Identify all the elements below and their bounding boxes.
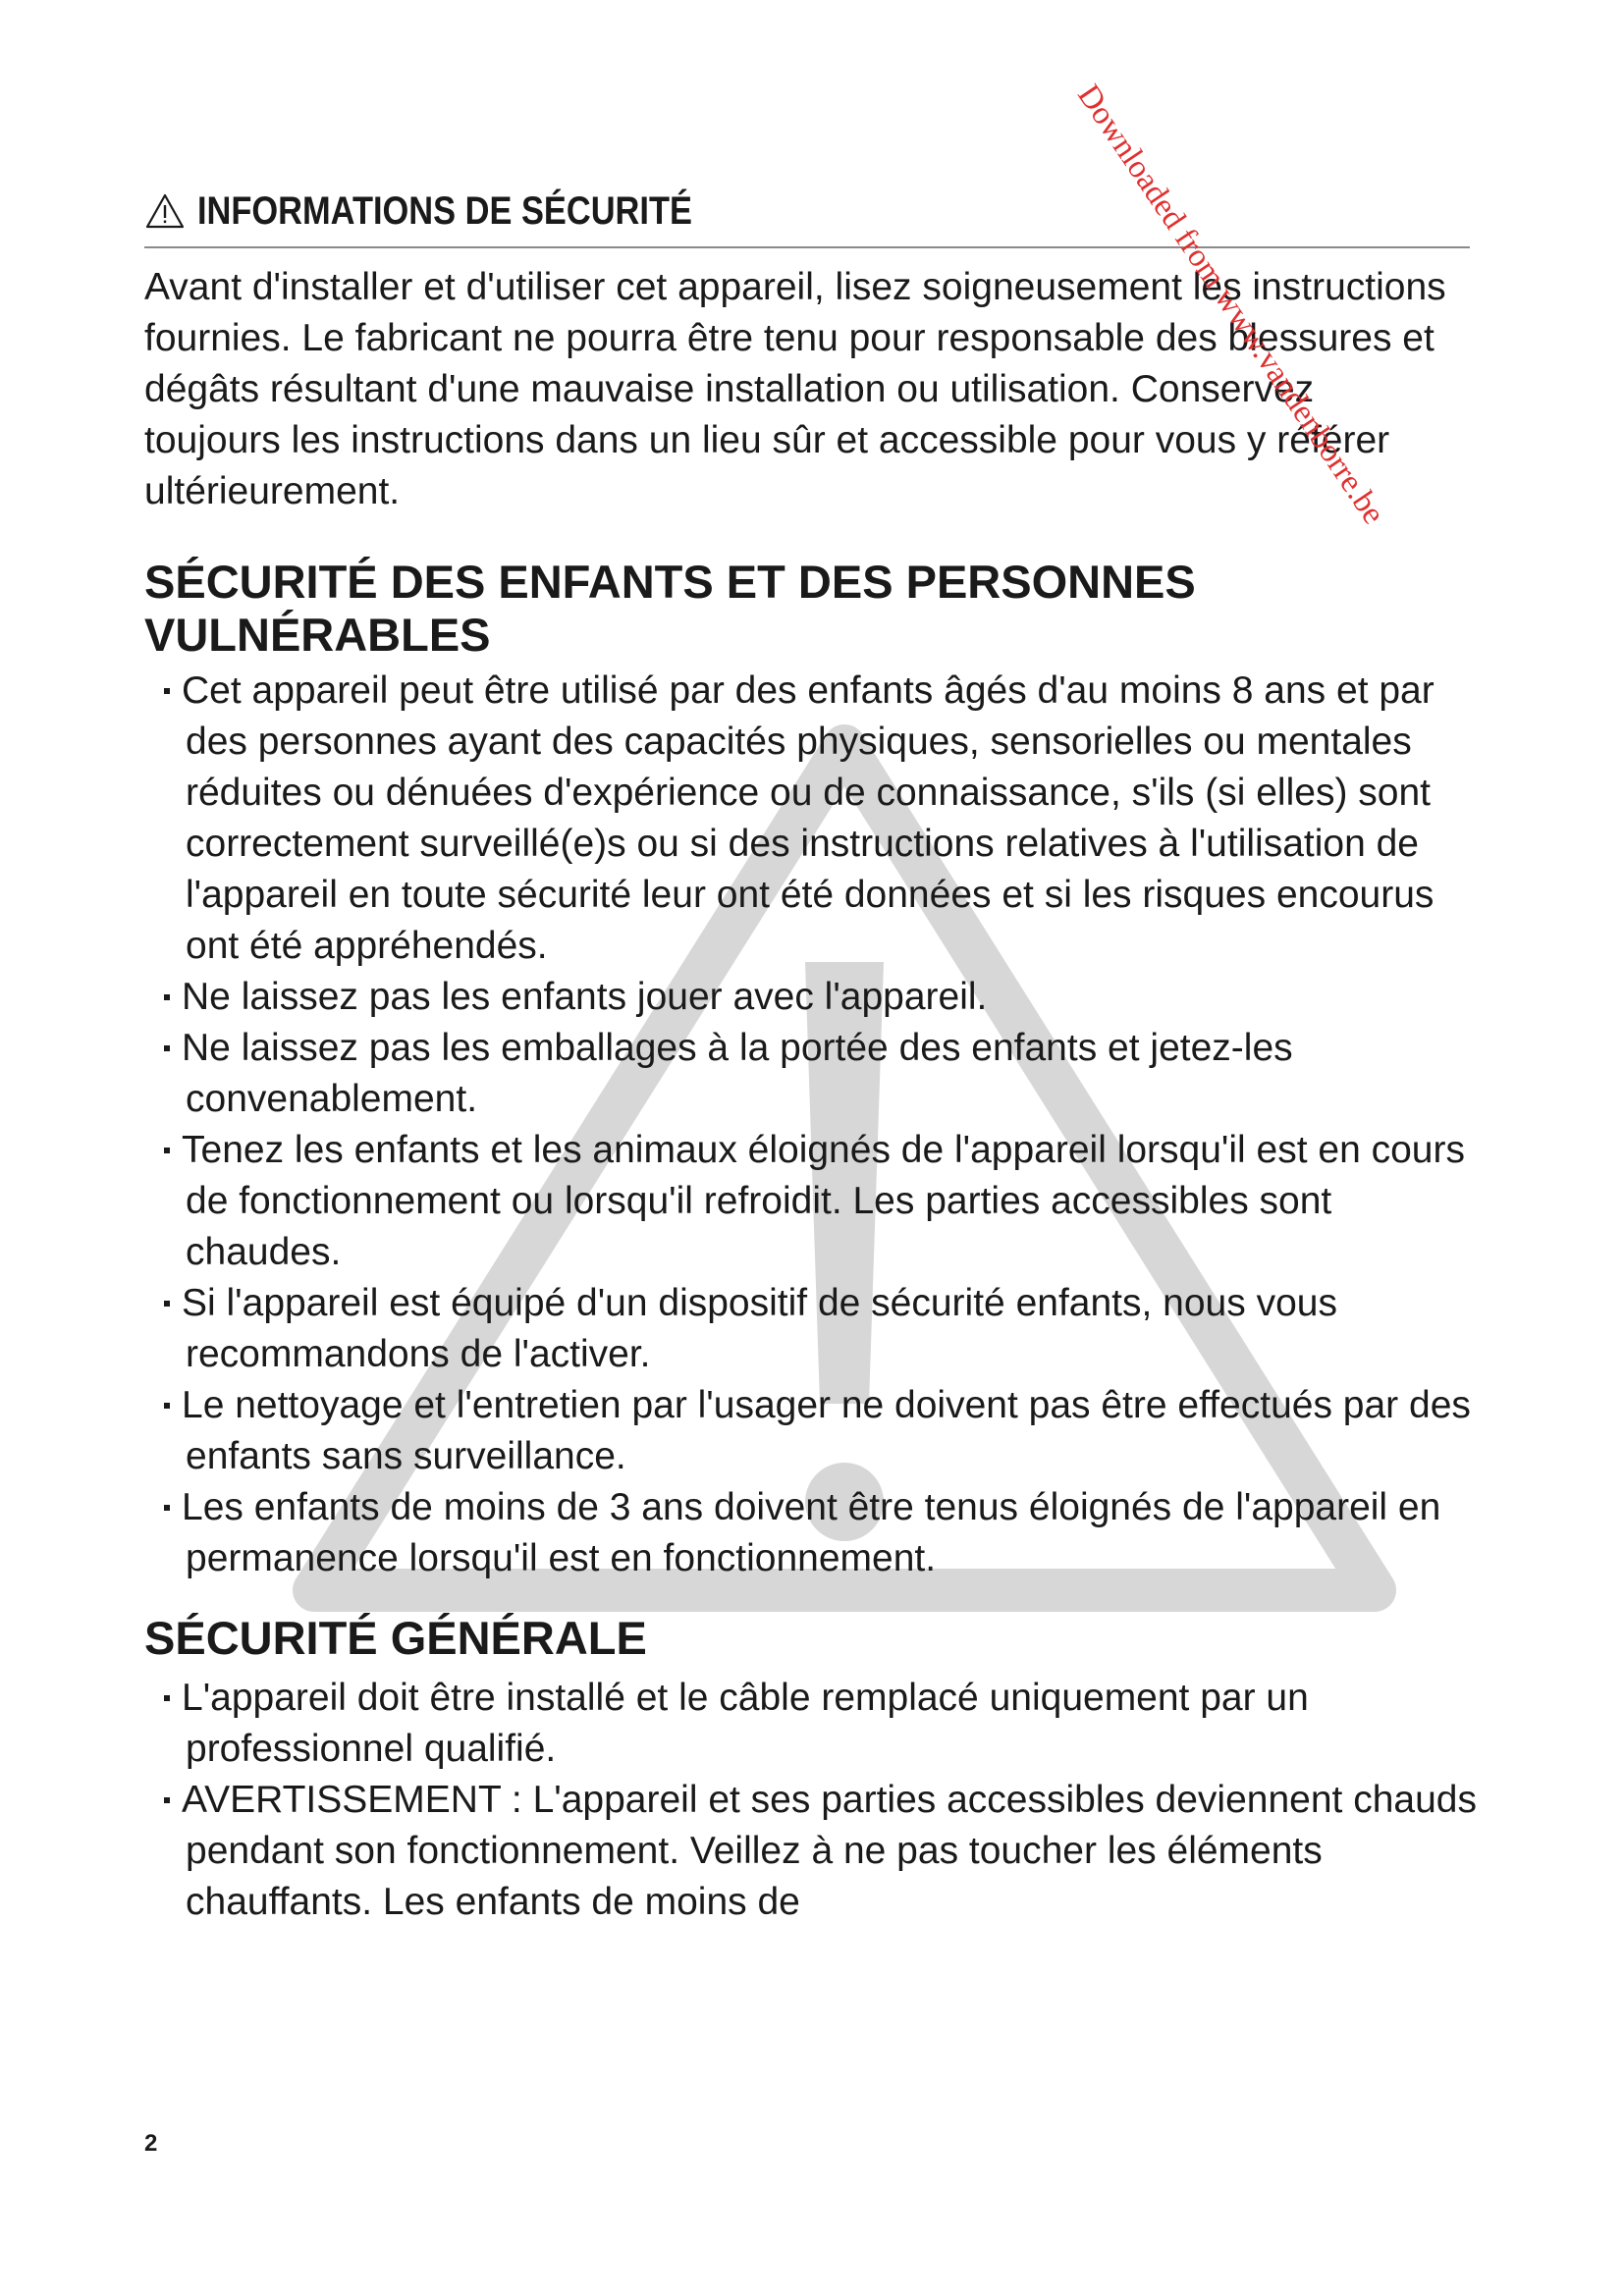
bullet-icon xyxy=(164,1301,170,1307)
list-item: Tenez les enfants et les animaux éloignés de l'appareil lorsqu'il est en cours de fonctionnement ou lorsqu'il refroidit. Les parties accessibles sont chaudes. xyxy=(144,1125,1482,1278)
bullet-icon xyxy=(164,1797,170,1803)
intro-paragraph: Avant d'installer et d'utiliser cet appareil, lisez soigneusement les instructions fournies. Le fabricant ne pourra être tenu pour responsable des blessures et dégâts résultant d'une mauvaise installation ou utilisation. Conservez toujours les instructions dans un lieu sûr et accessible pour vous y référer ultérieurement. xyxy=(144,266,1446,512)
bullet-icon xyxy=(164,1045,170,1051)
children-safety-heading: SÉCURITÉ DES ENFANTS ET DES PERSONNES VULNÉRABLES xyxy=(144,556,1196,661)
bullet-icon xyxy=(164,1505,170,1511)
bullet-icon xyxy=(164,1148,170,1153)
warning-triangle-icon xyxy=(144,192,186,230)
list-item: AVERTISSEMENT : L'appareil et ses parties accessibles deviennent chauds pendant son fonctionnement. Veillez à ne pas toucher les éléments chauffants. Les enfants de moins de xyxy=(144,1775,1482,1928)
list-item: Le nettoyage et l'entretien par l'usager ne doivent pas être effectués par des enfants sans surveillance. xyxy=(144,1380,1482,1482)
general-safety-heading: SÉCURITÉ GÉNÉRALE xyxy=(144,1612,647,1664)
section-header xyxy=(144,182,1470,248)
list-item: Cet appareil peut être utilisé par des enfants âgés d'au moins 8 ans et par des personnes ayant des capacités physiques, sensorielles ou mentales réduites ou dénuées d'expérience ou de connaissance, s'ils (si elles) sont correctement surveillé(e)s ou si des instructions relatives à l'utilisation de l'appareil en toute sécurité leur ont été données et si les risques encourus ont été appréhendés. xyxy=(144,666,1482,972)
list-item: Les enfants de moins de 3 ans doivent être tenus éloignés de l'appareil en permanence lorsqu'il est en fonctionnement. xyxy=(144,1482,1482,1584)
bullet-icon xyxy=(164,1695,170,1701)
bullet-icon xyxy=(164,688,170,694)
page-content xyxy=(144,182,1477,1928)
watermark: Downloaded from www.vandenborre.be xyxy=(1070,79,1392,531)
bullet-icon xyxy=(164,1403,170,1409)
page-number: 2 xyxy=(144,2130,158,2157)
list-item: L'appareil doit être installé et le câble remplacé uniquement par un professionnel qualifié. xyxy=(144,1673,1482,1775)
list-item: Ne laissez pas les emballages à la portée des enfants et jetez-les convenablement. xyxy=(144,1023,1482,1125)
children-safety-list xyxy=(144,666,1470,1584)
general-safety-list xyxy=(144,1673,1477,1928)
list-item: Si l'appareil est équipé d'un dispositif de sécurité enfants, nous vous recommandons de l'activer. xyxy=(144,1278,1482,1380)
list-item: Ne laissez pas les enfants jouer avec l'appareil. xyxy=(144,972,1482,1023)
bullet-icon xyxy=(164,994,170,1000)
page-title: INFORMATIONS DE SÉCURITÉ xyxy=(197,188,692,233)
